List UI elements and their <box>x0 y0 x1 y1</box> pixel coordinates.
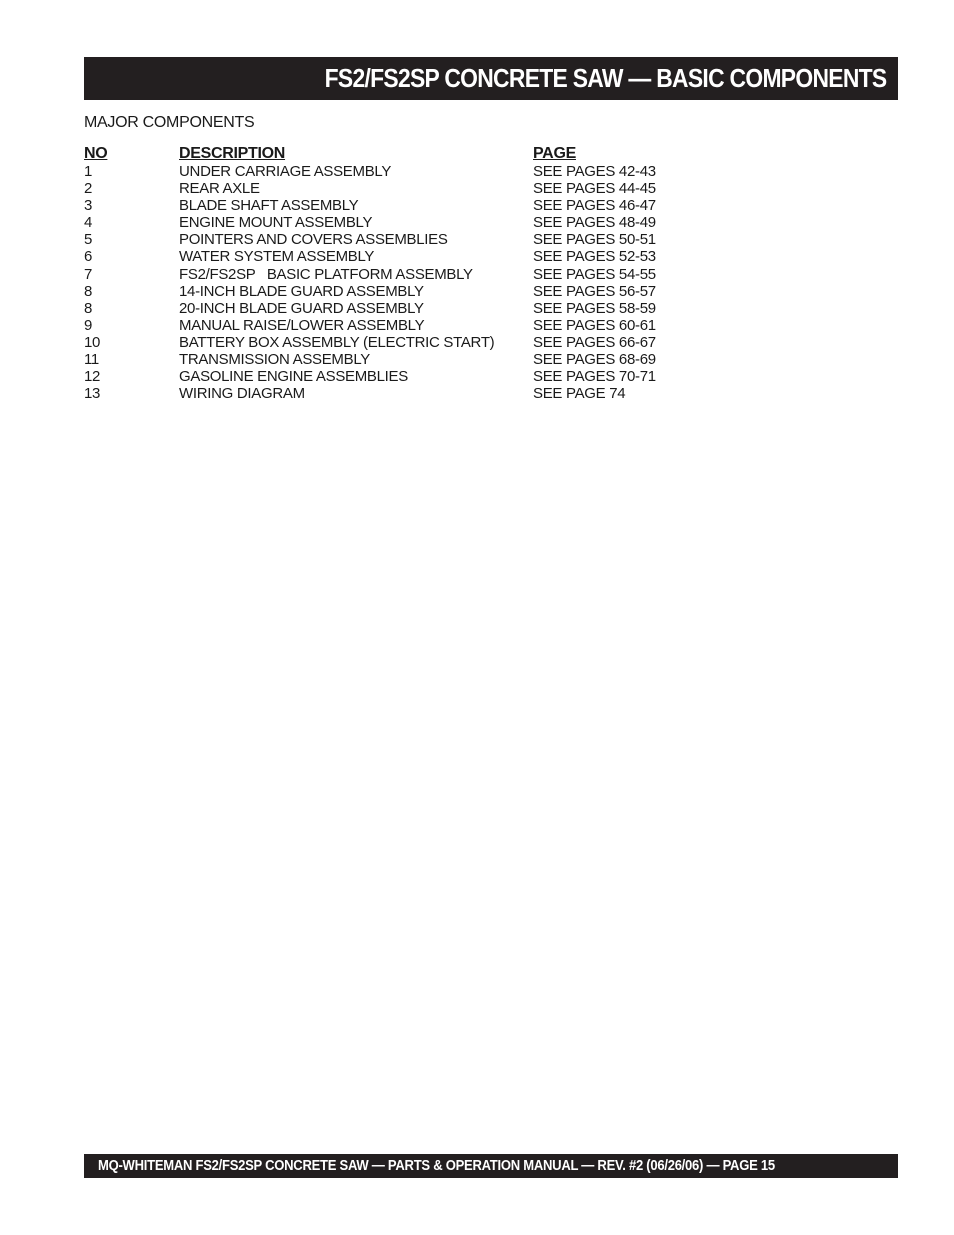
row-page-ref: SEE PAGES 66-67 <box>533 333 656 351</box>
row-page-ref: SEE PAGES 56-57 <box>533 282 656 300</box>
table-row <box>84 214 704 231</box>
table-header-row <box>84 144 704 163</box>
table-row <box>84 368 704 385</box>
table-row <box>84 231 704 248</box>
row-page-ref: SEE PAGES 52-53 <box>533 248 656 266</box>
table-row <box>84 385 704 402</box>
row-description: POINTERS AND COVERS ASSEMBLIES <box>179 231 448 249</box>
table-row <box>84 334 704 351</box>
row-page-ref: SEE PAGES 42-43 <box>533 163 656 180</box>
page-title-bar <box>84 57 898 100</box>
row-no: 11 <box>84 351 99 369</box>
column-header-no: NO <box>84 145 108 162</box>
table-row <box>84 180 704 197</box>
row-page-ref: SEE PAGES 68-69 <box>533 351 656 369</box>
row-no: 10 <box>84 333 101 351</box>
row-page-ref: SEE PAGES 60-61 <box>533 316 656 334</box>
row-no: 7 <box>84 265 93 283</box>
row-no: 2 <box>84 180 93 198</box>
row-description: GASOLINE ENGINE ASSEMBLIES <box>179 368 408 386</box>
row-description: BLADE SHAFT ASSEMBLY <box>179 197 359 215</box>
row-no: 9 <box>84 316 93 334</box>
table-row <box>84 300 704 317</box>
column-header-page: PAGE <box>533 145 576 162</box>
row-description: TRANSMISSION ASSEMBLY <box>179 351 370 369</box>
row-no: 1 <box>84 163 93 180</box>
components-table <box>84 144 704 402</box>
row-description: MANUAL RAISE/LOWER ASSEMBLY <box>179 316 425 334</box>
table-row <box>84 197 704 214</box>
table-row <box>84 266 704 283</box>
row-page-ref: SEE PAGES 54-55 <box>533 265 656 283</box>
row-no: 6 <box>84 248 93 266</box>
table-row <box>84 248 704 265</box>
row-page-ref: SEE PAGES 48-49 <box>533 214 656 232</box>
row-no: 5 <box>84 231 93 249</box>
page-footer: MQ-WHITEMAN FS2/FS2SP CONCRETE SAW — PARTS & OPERATION MANUAL — REV. #2 (06/26/06) — PAGE 15 <box>98 1158 775 1174</box>
row-description: FS2/FS2SP BASIC PLATFORM ASSEMBLY <box>179 265 473 283</box>
row-description: BATTERY BOX ASSEMBLY (ELECTRIC START) <box>179 333 495 351</box>
table-row <box>84 317 704 334</box>
row-page-ref: SEE PAGES 44-45 <box>533 180 656 198</box>
row-description: ENGINE MOUNT ASSEMBLY <box>179 214 373 232</box>
row-no: 3 <box>84 197 93 215</box>
table-row <box>84 163 704 180</box>
row-description: WIRING DIAGRAM <box>179 385 305 403</box>
page-title: FS2/FS2SP CONCRETE SAW — BASIC COMPONENTS <box>324 63 886 93</box>
row-no: 12 <box>84 368 101 386</box>
table-row <box>84 351 704 368</box>
row-no: 13 <box>84 385 101 403</box>
row-description: 20-INCH BLADE GUARD ASSEMBLY <box>179 299 424 317</box>
row-description: WATER SYSTEM ASSEMBLY <box>179 248 375 266</box>
row-description: UNDER CARRIAGE ASSEMBLY <box>179 163 392 180</box>
row-no: 8 <box>84 299 93 317</box>
row-page-ref: SEE PAGE 74 <box>533 385 626 403</box>
row-description: 14-INCH BLADE GUARD ASSEMBLY <box>179 282 424 300</box>
section-heading: MAJOR COMPONENTS <box>84 114 255 131</box>
row-page-ref: SEE PAGES 50-51 <box>533 231 656 249</box>
row-no: 8 <box>84 282 93 300</box>
row-page-ref: SEE PAGES 46-47 <box>533 197 656 215</box>
row-page-ref: SEE PAGES 70-71 <box>533 368 656 386</box>
row-page-ref: SEE PAGES 58-59 <box>533 299 656 317</box>
row-description: REAR AXLE <box>179 180 260 198</box>
table-row <box>84 283 704 300</box>
column-header-description: DESCRIPTION <box>179 145 286 162</box>
row-no: 4 <box>84 214 93 232</box>
page-footer-bar <box>84 1154 898 1178</box>
